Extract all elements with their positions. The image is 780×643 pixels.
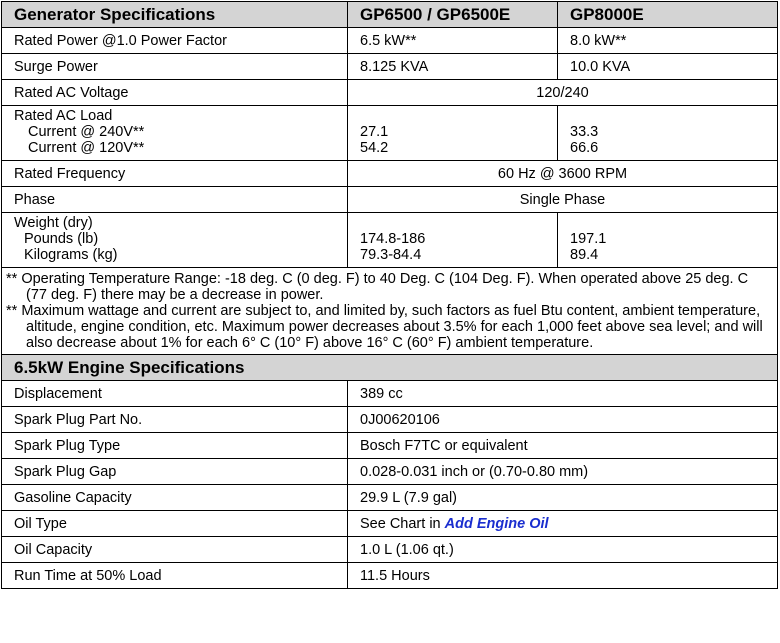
weight-b-cell [558, 213, 778, 268]
oil-type-prefix: See Chart in [360, 515, 445, 532]
table-row [2, 54, 778, 80]
rated-power-a: 6.5 kW** [348, 28, 558, 54]
oil-type-label: Oil Type [2, 511, 348, 537]
rated-load-b2: 66.6 [570, 140, 599, 156]
rated-voltage-label: Rated AC Voltage [2, 80, 348, 106]
table-row [2, 485, 778, 511]
generator-header-row [2, 2, 778, 28]
table-row [2, 459, 778, 485]
weight-a1: 174.8-186 [360, 231, 426, 247]
oil-type-value [348, 511, 778, 537]
model-a-header: GP6500 / GP6500E [348, 2, 558, 28]
table-row [2, 80, 778, 106]
oil-capacity-value: 1.0 L (1.06 qt.) [348, 537, 778, 563]
footnote-wattage: ** Maximum wattage and current are subject to, and limited by, such factors as fuel Btu content, ambient temperature, altitude, engine condition, etc. Maximum power decreases about 3.5% for each 1,000 feet above sea level; and will also decrease about 1% for each 6° C (10° F) above 16° C (60° F) ambient temperature. [6, 303, 763, 351]
table-row [2, 213, 778, 268]
table-row [2, 187, 778, 213]
table-row [2, 106, 778, 161]
table-row [2, 407, 778, 433]
add-engine-oil-link[interactable]: Add Engine Oil [444, 515, 549, 532]
run-time-label: Run Time at 50% Load [2, 563, 348, 589]
weight-b2: 89.4 [570, 247, 599, 263]
rated-load-sub2: Current @ 120V** [28, 140, 145, 156]
run-time-value: 11.5 Hours [348, 563, 778, 589]
specifications-table [1, 1, 778, 589]
weight-sub2: Kilograms (kg) [24, 247, 118, 263]
engine-header-row [2, 355, 778, 381]
weight-a-cell [348, 213, 558, 268]
spark-plug-type-label: Spark Plug Type [2, 433, 348, 459]
rated-load-label: Rated AC Load [14, 108, 113, 124]
footnotes-row [2, 268, 778, 355]
table-row [2, 28, 778, 54]
phase-value: Single Phase [348, 187, 778, 213]
generator-specs-title: Generator Specifications [2, 2, 348, 28]
surge-power-label: Surge Power [2, 54, 348, 80]
gasoline-capacity-value: 29.9 L (7.9 gal) [348, 485, 778, 511]
frequency-value: 60 Hz @ 3600 RPM [348, 161, 778, 187]
footnotes-cell [2, 268, 778, 355]
surge-power-b: 10.0 KVA [558, 54, 778, 80]
rated-load-b1: 33.3 [570, 124, 599, 140]
gasoline-capacity-label: Gasoline Capacity [2, 485, 348, 511]
rated-load-b-cell [558, 106, 778, 161]
rated-load-a2: 54.2 [360, 140, 389, 156]
displacement-value: 389 cc [348, 381, 778, 407]
rated-power-b: 8.0 kW** [558, 28, 778, 54]
surge-power-a: 8.125 KVA [348, 54, 558, 80]
rated-load-cell [2, 106, 348, 161]
footnote-temperature: ** Operating Temperature Range: -18 deg. C (0 deg. F) to 40 Deg. C (104 Deg. F). When operated above 25 deg. C (77 deg. F) there may be a decrease in power. [6, 271, 749, 303]
table-row [2, 161, 778, 187]
rated-load-a1: 27.1 [360, 124, 389, 140]
rated-load-sub1: Current @ 240V** [28, 124, 145, 140]
table-row [2, 381, 778, 407]
weight-a2: 79.3-84.4 [360, 247, 422, 263]
table-row [2, 563, 778, 589]
table-row [2, 511, 778, 537]
frequency-label: Rated Frequency [2, 161, 348, 187]
spark-plug-part-label: Spark Plug Part No. [2, 407, 348, 433]
weight-cell [2, 213, 348, 268]
rated-voltage-value: 120/240 [348, 80, 778, 106]
model-b-header: GP8000E [558, 2, 778, 28]
rated-load-a-cell [348, 106, 558, 161]
spark-plug-gap-label: Spark Plug Gap [2, 459, 348, 485]
weight-label: Weight (dry) [14, 215, 93, 231]
rated-power-label: Rated Power @1.0 Power Factor [2, 28, 348, 54]
spark-plug-type-value: Bosch F7TC or equivalent [348, 433, 778, 459]
weight-b1: 197.1 [570, 231, 607, 247]
table-row [2, 433, 778, 459]
displacement-label: Displacement [2, 381, 348, 407]
table-row [2, 537, 778, 563]
oil-capacity-label: Oil Capacity [2, 537, 348, 563]
weight-sub1: Pounds (lb) [24, 231, 99, 247]
engine-specs-title: 6.5kW Engine Specifications [2, 355, 778, 381]
phase-label: Phase [2, 187, 348, 213]
spark-plug-part-value: 0J00620106 [348, 407, 778, 433]
spark-plug-gap-value: 0.028-0.031 inch or (0.70-0.80 mm) [348, 459, 778, 485]
